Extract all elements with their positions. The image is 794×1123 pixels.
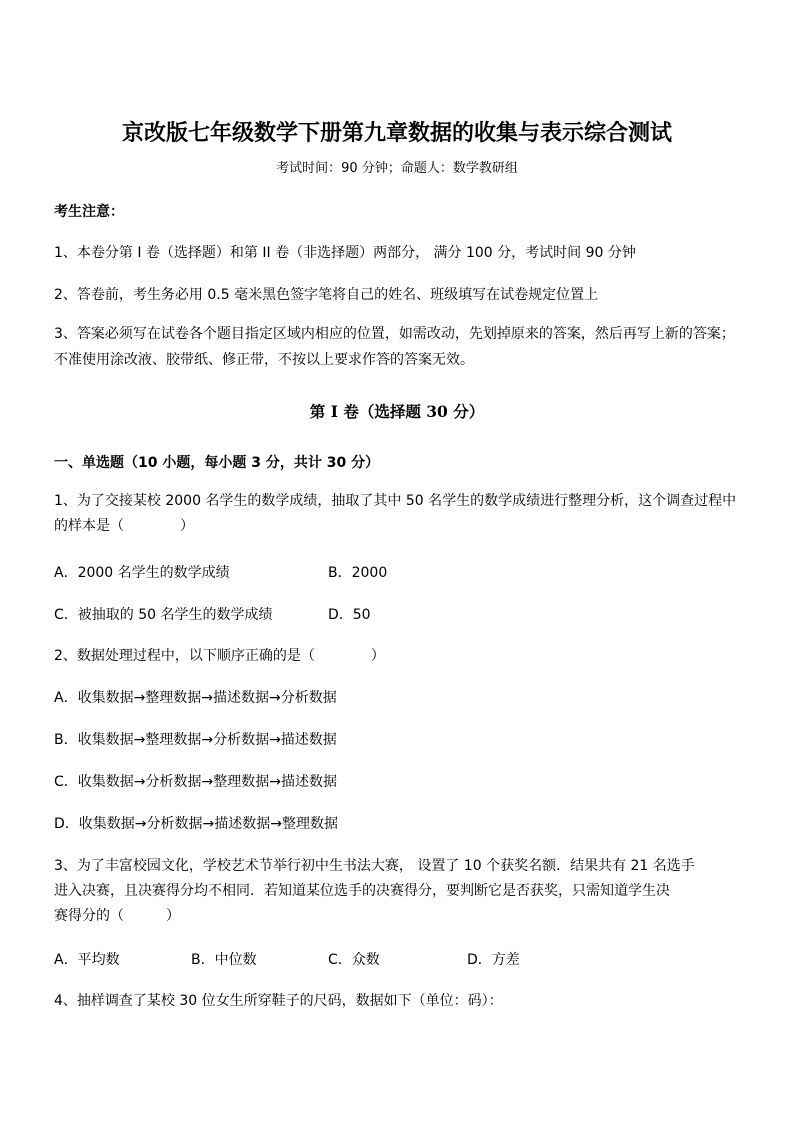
question-3-stem-line-2: 进入决赛，且决赛得分均不相同．若知道某位选手的决赛得分，要判断它是否获奖，只需知道学生决 <box>54 883 670 899</box>
question-1-option-d: D．50 <box>328 607 371 623</box>
question-2-stem: 2、数据处理过程中，以下顺序正确的是（ ） <box>54 648 385 664</box>
part-heading: 一、单选题（10 小题，每小题 3 分，共计 30 分） <box>54 455 380 471</box>
exam-title: 京改版七年级数学下册第九章数据的收集与表示综合测试 <box>121 120 672 146</box>
notice-heading: 考生注意： <box>54 204 124 220</box>
question-2-option-d: D．收集数据→分析数据→描述数据→整理数据 <box>54 816 338 832</box>
question-3-option-b: B．中位数 <box>191 952 257 968</box>
question-4-stem: 4、抽样调查了某校 30 位女生所穿鞋子的尺码，数据如下（单位：码）： <box>54 993 503 1009</box>
question-3-option-a: A．平均数 <box>54 952 120 968</box>
question-3-stem-line-3: 赛得分的（ ） <box>54 908 180 924</box>
section-heading: 第 I 卷（选择题 30 分） <box>309 402 485 421</box>
question-3-option-c: C．众数 <box>328 952 380 968</box>
question-1-option-b: B．2000 <box>328 565 388 581</box>
question-2-option-a: A．收集数据→整理数据→描述数据→分析数据 <box>54 690 337 706</box>
question-1-option-c: C．被抽取的 50 名学生的数学成绩 <box>54 607 273 623</box>
exam-subtitle: 考试时间：90 分钟；命题人：数学教研组 <box>276 161 518 176</box>
notice-item-1: 1、本卷分第 I 卷（选择题）和第 II 卷（非选择题）两部分， 满分 100 分，考试时间 90 分钟 <box>54 245 636 261</box>
question-1-stem: 1、为了交接某校 2000 名学生的数学成绩，抽取了其中 50 名学生的数学成绩进行整理分析，这个调查过程中的样本是（ ） <box>54 493 737 534</box>
question-2-option-b: B．收集数据→整理数据→分析数据→描述数据 <box>54 732 337 748</box>
notice-item-3: 3、答案必须写在试卷各个题目指定区域内相应的位置，如需改动，先划掉原来的答案，然后再写上新的答案；不准使用涂改液、胶带纸、修正带，不按以上要求作答的答案无效。 <box>54 326 735 368</box>
question-3-option-d: D．方差 <box>467 952 520 968</box>
question-2-option-c: C．收集数据→分析数据→整理数据→描述数据 <box>54 774 337 790</box>
notice-item-2: 2、答卷前，考生务必用 0.5 毫米黑色签字笔将自己的姓名、班级填写在试卷规定位置上 <box>54 287 599 303</box>
question-1-option-a: A．2000 名学生的数学成绩 <box>54 565 230 581</box>
question-3-stem-line-1: 3、为了丰富校园文化，学校艺术节举行初中生书法大赛， 设置了 10 个获奖名额．结果共有 21 名选手 <box>54 858 695 874</box>
